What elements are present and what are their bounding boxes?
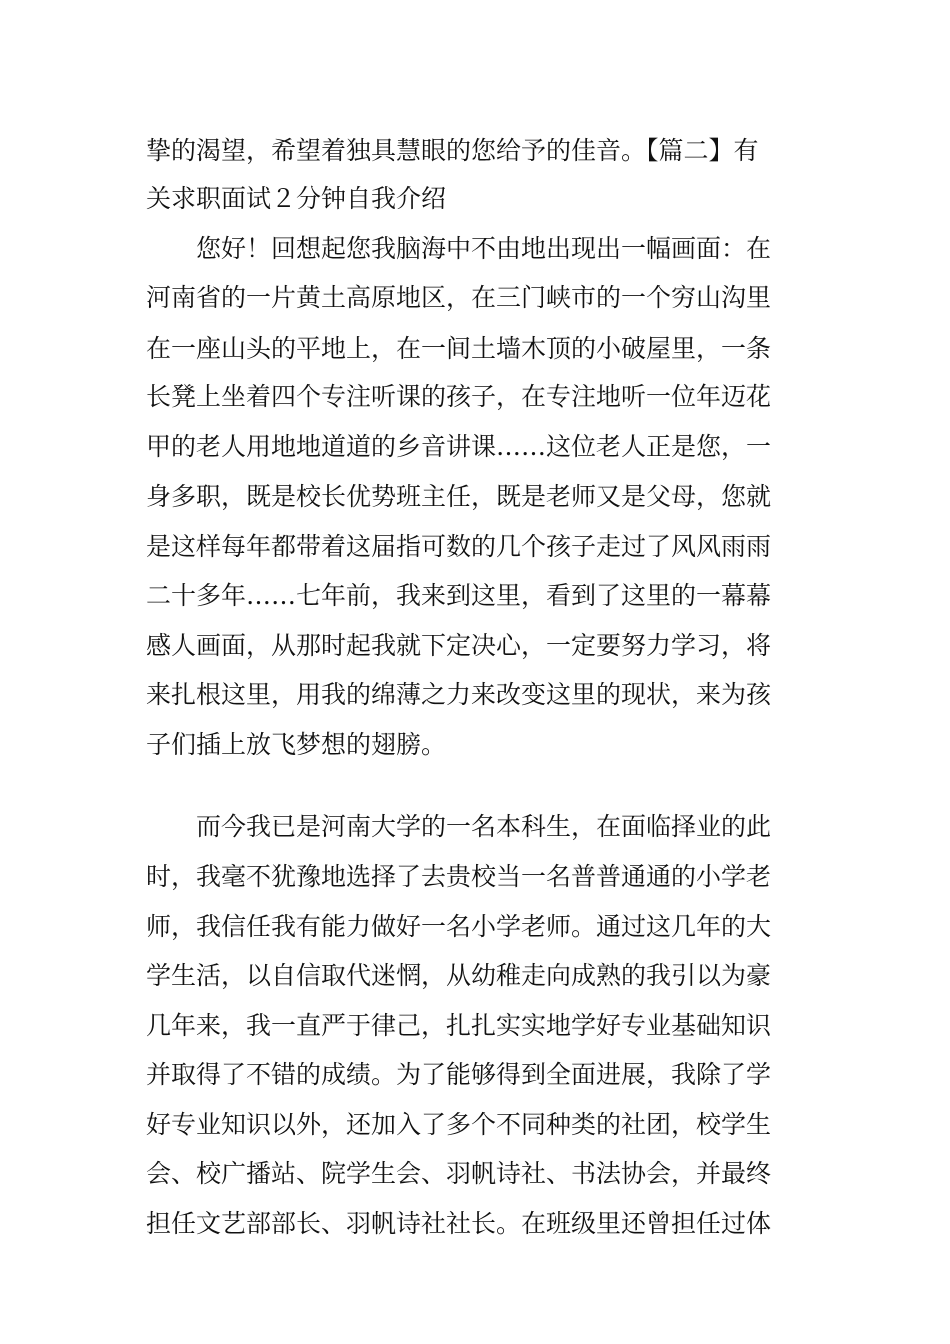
text-line: 长凳上坐着四个专注听课的孩子，在专注地听一位年迈花 bbox=[146, 382, 772, 411]
text-line: 关求职面试２分钟自我介绍 bbox=[146, 184, 447, 213]
text-line: 师，我信任我有能力做好一名小学老师。通过这几年的大 bbox=[146, 912, 772, 941]
text-line: 二十多年……七年前，我来到这里，看到了这里的一幕幕 bbox=[146, 581, 772, 610]
text-line: 感人画面，从那时起我就下定决心，一定要努力学习，将 bbox=[146, 631, 772, 660]
text-line: 河南省的一片黄土高原地区，在三门峡市的一个穷山沟里 bbox=[146, 283, 772, 312]
text-line: 身多职，既是校长优势班主任，既是老师又是父母，您就 bbox=[146, 482, 772, 511]
text-line: 子们插上放飞梦想的翅膀。 bbox=[146, 730, 447, 759]
text-line: 您好！回想起您我脑海中不由地出现出一幅画面：在 bbox=[146, 234, 772, 263]
text-line: 而今我已是河南大学的一名本科生，在面临择业的此 bbox=[146, 812, 772, 841]
text-line: 挚的渴望，希望着独具慧眼的您给予的佳音。【篇二】有 bbox=[146, 136, 759, 165]
text-line: 在一座山头的平地上，在一间土墙木顶的小破屋里，一条 bbox=[146, 334, 772, 363]
text-line: 几年来，我一直严于律己，扎扎实实地学好专业基础知识 bbox=[146, 1011, 772, 1040]
text-line: 学生活，以自信取代迷惘，从幼稚走向成熟的我引以为豪 bbox=[146, 961, 772, 990]
text-line: 时，我毫不犹豫地选择了去贵校当一名普普通通的小学老 bbox=[146, 862, 772, 891]
text-line: 并取得了不错的成绩。为了能够得到全面进展，我除了学 bbox=[146, 1060, 772, 1089]
text-line: 来扎根这里，用我的绵薄之力来改变这里的现状，来为孩 bbox=[146, 680, 772, 709]
text-line: 甲的老人用地地道道的乡音讲课……这位老人正是您，一 bbox=[146, 432, 772, 461]
text-line: 会、校广播站、院学生会、羽帆诗社、书法协会，并最终 bbox=[146, 1159, 772, 1188]
text-line: 好专业知识以外，还加入了多个不同种类的社团，校学生 bbox=[146, 1110, 772, 1139]
text-line: 是这样每年都带着这届指可数的几个孩子走过了风风雨雨 bbox=[146, 532, 772, 561]
text-line: 担任文艺部部长、羽帆诗社社长。在班级里还曾担任过体 bbox=[146, 1209, 772, 1238]
